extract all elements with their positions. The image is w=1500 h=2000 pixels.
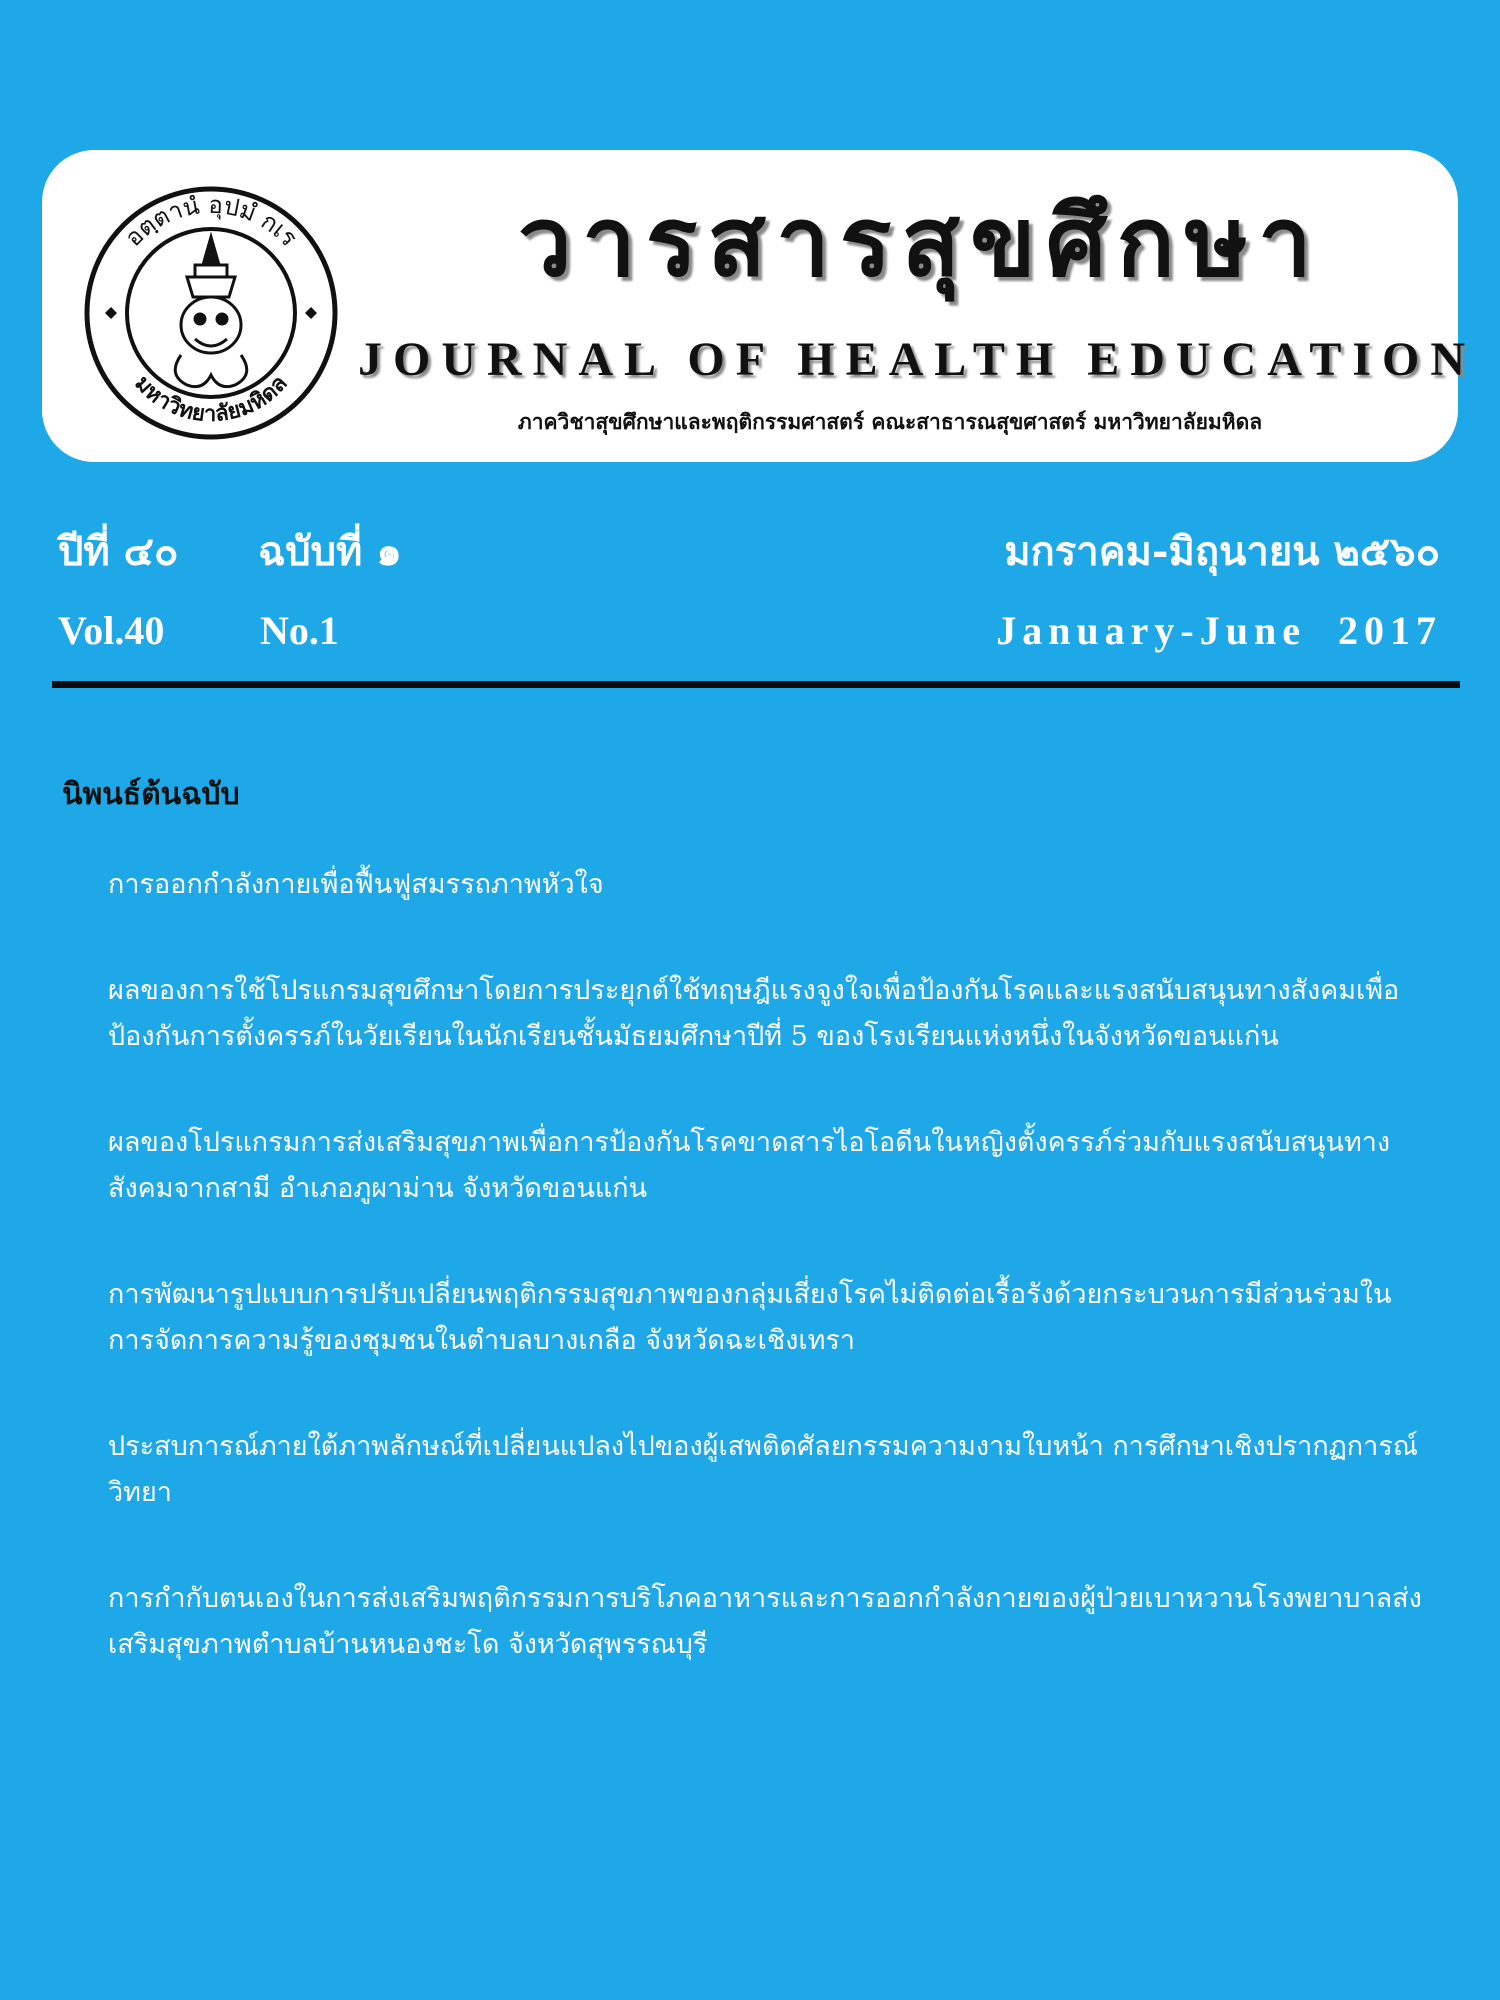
volume-thai: ปีที่ ๔๐ [58, 528, 179, 575]
header-divider [52, 681, 1460, 688]
number-thai: ฉบับที่ ๑ [258, 528, 402, 575]
seal-top-text: อตฺตานํ อุปมํ กเร [119, 190, 303, 252]
article-title[interactable]: ผลของโปรแกรมการส่งเสริมสุขภาพเพื่อการป้องกันโรคขาดสารไอโอดีนในหญิงตั้งครรภ์ร่วมกับแรงสนับสนุนทางสังคมจากสามี อำเภอภูผาม่าน จังหวัดขอนแก่น [108, 1127, 1391, 1204]
number-english: No.1 [260, 608, 339, 653]
article-title[interactable]: ประสบการณ์ภายใต้ภาพลักษณ์ที่เปลี่ยนแปลงไปของผู้เสพติดศัลยกรรมความงามใบหน้า การศึกษาเชิงปรากฏการณ์วิทยา [108, 1431, 1418, 1508]
journal-title-english: JOURNAL OF HEALTH EDUCATION [358, 333, 1477, 386]
article-title[interactable]: ผลของการใช้โปรแกรมสุขศึกษาโดยการประยุกต์ใช้ทฤษฎีแรงจูงใจเพื่อป้องกันโรคและแรงสนับสนุนทางสังคมเพื่อป้องกันการตั้งครรภ์ในวัยเรียนในนักเรียนชั้นมัธยมศึกษาปีที่ 5 ของโรงเรียนแห่งหนึ่งในจังหวัดขอนแก่น [108, 975, 1400, 1052]
period-thai: มกราคม-มิถุนายน ๒๕๖๐ [1004, 528, 1440, 575]
article-title[interactable]: การพัฒนารูปแบบการปรับเปลี่ยนพฤติกรรมสุขภาพของกลุ่มเสี่ยงโรคไม่ติดต่อเรื้อรังด้วยกระบวนการมีส่วนร่วมในการจัดการความรู้ของชุมชนในตำบลบางเกลือ จังหวัดฉะเชิงเทรา [108, 1279, 1392, 1356]
mahidol-university-seal [83, 185, 339, 441]
article-title[interactable]: การกำกับตนเองในการส่งเสริมพฤติกรรมการบริโภคอาหารและการออกกำลังกายของผู้ป่วยเบาหวานโรงพยาบาลส่งเสริมสุขภาพตำบลบ้านหนองชะโด จังหวัดสุพรรณบุรี [108, 1583, 1422, 1660]
seal-bottom-text: มหาวิทยาลัยมหิดล [129, 370, 293, 428]
section-heading: นิพนธ์ต้นฉบับ [62, 777, 240, 812]
period-english: January-June 2017 [996, 608, 1442, 653]
department-line: ภาควิชาสุขศึกษาและพฤติกรรมศาสตร์ คณะสาธารณสุขศาสตร์ มหาวิทยาลัยมหิดล [517, 409, 1263, 434]
article-list [108, 862, 1428, 1728]
journal-title-thai: วารสารสุขศึกษา [518, 186, 1322, 298]
volume-english: Vol.40 [58, 608, 165, 653]
article-title[interactable]: การออกกำลังกายเพื่อฟื้นฟูสมรรถภาพหัวใจ [108, 869, 604, 900]
